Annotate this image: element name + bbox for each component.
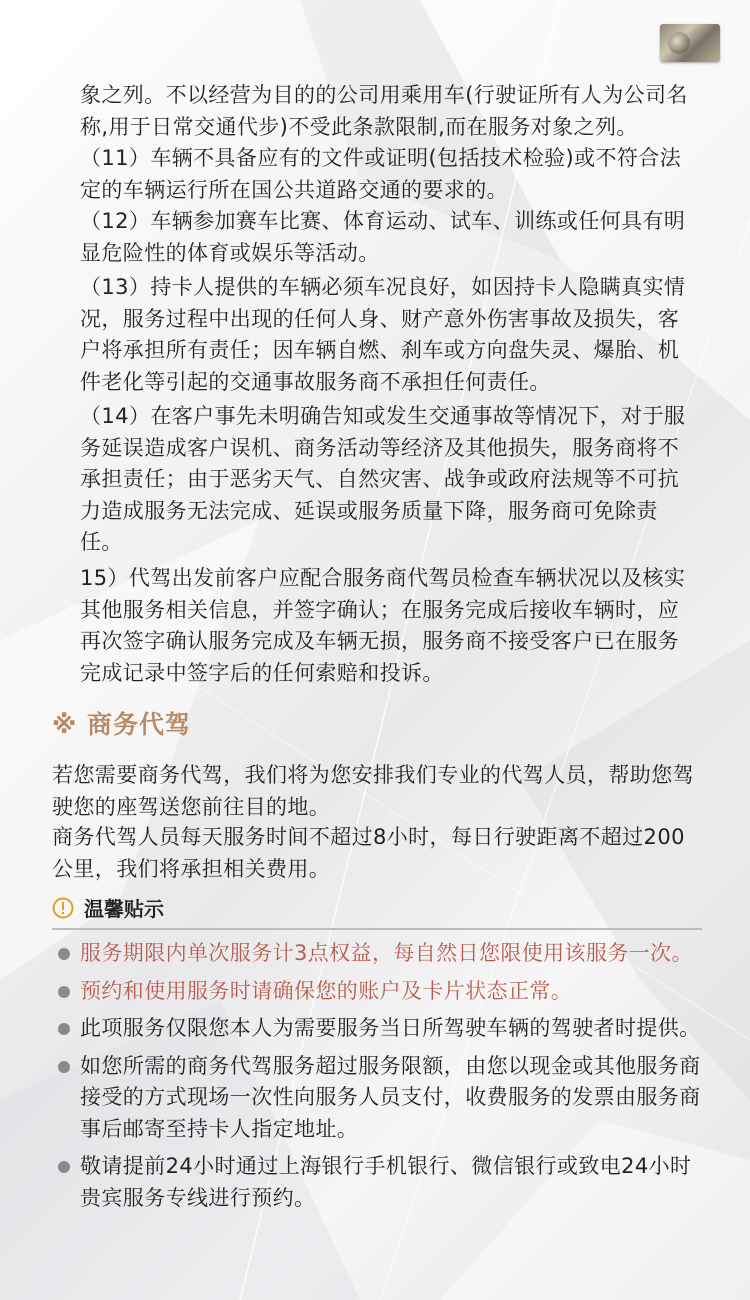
bullet-icon	[58, 1061, 70, 1073]
clause-14: （14）在客户事先未明确告知或发生交通事故等情况下，对于服务延误造成客户误机、商务活动等经济及其他损失，服务商将不承担责任；由于恶劣天气、自然灾害、战争或政府法规等不可抗力造成服务无法完成、延误或服务质量下降，服务商可免除责任。	[80, 404, 686, 554]
bullet-icon	[58, 1161, 70, 1173]
tips-header	[52, 893, 164, 922]
clause-13: （13）持卡人提供的车辆必须车况良好，如因持卡人隐瞒真实情况，服务过程中出现的任何人身、财产意外伤害事故及损失，客户将承担所有责任；因车辆自燃、刹车或方向盘失灵、爆胎、机件老化等引起的交通事故服务商不承担任何责任。	[80, 275, 686, 394]
tip-item: 如您所需的商务代驾服务超过服务限额，由您以现金或其他服务商接受的方式现场一次性向服务人员支付，收费服务的发票由服务商事后邮寄至持卡人指定地址。	[52, 1051, 702, 1146]
tips-divider	[52, 928, 702, 930]
bullet-icon	[58, 1023, 70, 1035]
section-intro-2: 商务代驾人员每天服务时间不超过8小时，每日行驶距离不超过200公里，我们将承担相关费用。	[52, 825, 685, 881]
clause-15: 15）代驾出发前客户应配合服务商代驾员检查车辆状况以及核实其他服务相关信息，并签字确认；在服务完成后接收车辆时，应再次签字确认服务完成及车辆无损，服务商不接受客户已在服务完成记录中签字后的任何索赔和投诉。	[80, 566, 686, 685]
tip-item: 服务期限内单次服务计3点权益，每自然日您限使用该服务一次。	[52, 938, 702, 970]
paragraph-continuation: 象之列。不以经营为目的的公司用乘用车(行驶证所有人为公司名称,用于日常交通代步)不受此条款限制,而在服务对象之列。	[80, 83, 688, 139]
bullet-icon	[58, 948, 70, 960]
tip-item: 预约和使用服务时请确保您的账户及卡片状态正常。	[52, 976, 702, 1008]
bullet-icon	[58, 986, 70, 998]
clause-11: （11）车辆不具备应有的文件或证明(包括技术检验)或不符合法定的车辆运行所在国公共道路交通的要求的。	[80, 146, 682, 202]
bank-card-thumbnail	[660, 24, 720, 62]
tips-list	[52, 932, 702, 1214]
tips-title: 温馨贴示	[84, 897, 164, 921]
clause-12: （12）车辆参加赛车比赛、体育运动、试车、训练或任何具有明显危险性的体育或娱乐等活动。	[80, 209, 686, 265]
section-title: ※ 商务代驾	[52, 710, 192, 739]
section-intro-1: 若您需要商务代驾，我们将为您安排我们专业的代驾人员，帮助您驾驶您的座驾送您前往目的地。	[52, 763, 694, 819]
tip-item: 此项服务仅限您本人为需要服务当日所驾驶车辆的驾驶者时提供。	[52, 1013, 702, 1045]
tip-item: 敬请提前24小时通过上海银行手机银行、微信银行或致电24小时贵宾服务专线进行预约。	[52, 1151, 702, 1214]
exclamation-circle-icon	[52, 897, 74, 919]
